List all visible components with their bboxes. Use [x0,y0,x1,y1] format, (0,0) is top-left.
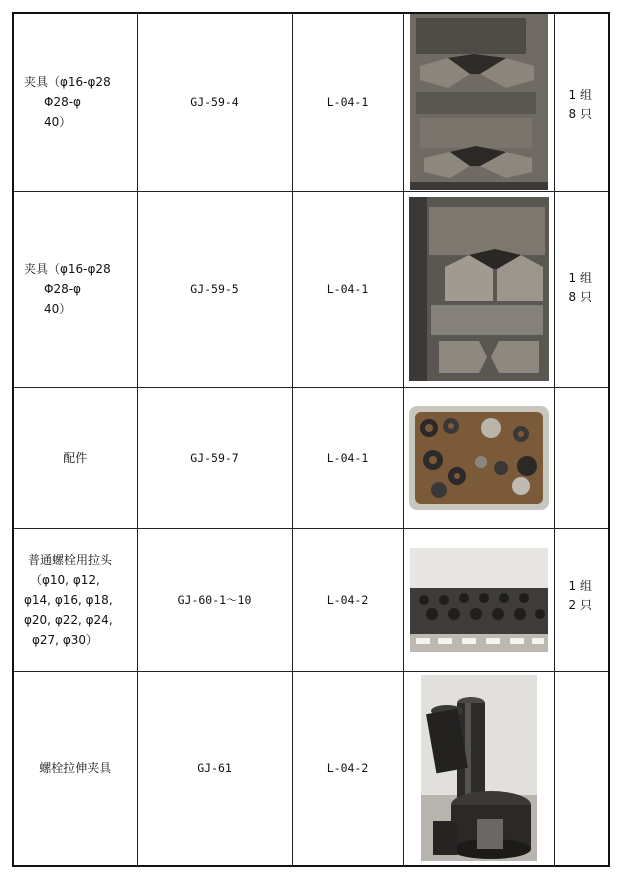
item-code: GJ-59-5 [137,191,292,387]
quantity-line: 1 组 [568,270,592,285]
item-location: L-04-2 [292,671,403,866]
item-name [13,13,137,191]
inventory-table [12,12,610,867]
table-row [13,13,609,191]
item-name-line: φ14, φ16, φ18, [24,592,113,607]
item-name-line: 普通螺栓用拉头 [28,552,113,567]
item-photo-cell [403,387,554,528]
accessory-tray-photo [409,406,549,510]
item-name-line: 夹具（φ16-φ28 [24,262,111,276]
item-name-line: （φ10, φ12, [30,572,100,587]
item-name [13,671,137,866]
item-location: L-04-1 [292,13,403,191]
item-quantity [554,387,609,528]
item-code: GJ-59-4 [137,13,292,191]
item-name-line: φ27, φ30） [32,632,99,647]
item-name-line: 40） [44,115,72,130]
item-name [13,528,137,671]
item-name-line: 螺栓拉伸夹具 [39,761,112,776]
item-location: L-04-1 [292,387,403,528]
bolt-tension-fixture-photo [421,675,537,861]
item-location: L-04-2 [292,528,403,671]
item-photo-cell [403,191,554,387]
item-quantity [554,528,609,671]
item-quantity [554,13,609,191]
item-name-line: Φ28-φ [44,282,81,296]
item-name [13,387,137,528]
item-name-line: 夹具（φ16-φ28 [24,75,111,90]
table-row [13,528,609,671]
item-code: GJ-60-1～10 [137,528,292,671]
item-name-line: 配件 [63,450,88,465]
table-row [13,387,609,528]
item-photo-cell [403,671,554,866]
item-name-line: 40） [44,302,72,316]
table-row [13,191,609,387]
bolt-puller-shelf-photo [410,548,548,652]
item-name-line: Φ28-φ [44,95,81,110]
quantity-line: 8 只 [568,107,592,121]
clamp-jaw-photo [410,14,548,190]
item-code: GJ-61 [137,671,292,866]
item-code: GJ-59-7 [137,387,292,528]
table-row [13,671,609,866]
item-location: L-04-1 [292,191,403,387]
quantity-line: 1 组 [568,88,592,102]
item-name [13,191,137,387]
quantity-line: 8 只 [568,289,592,304]
item-quantity [554,671,609,866]
item-photo-cell [403,528,554,671]
item-photo-cell [403,13,554,191]
clamp-jaw-photo [409,197,549,381]
item-name-line: φ20, φ22, φ24, [24,612,113,627]
quantity-line: 2 只 [568,597,592,612]
quantity-line: 1 组 [568,578,592,593]
item-quantity [554,191,609,387]
